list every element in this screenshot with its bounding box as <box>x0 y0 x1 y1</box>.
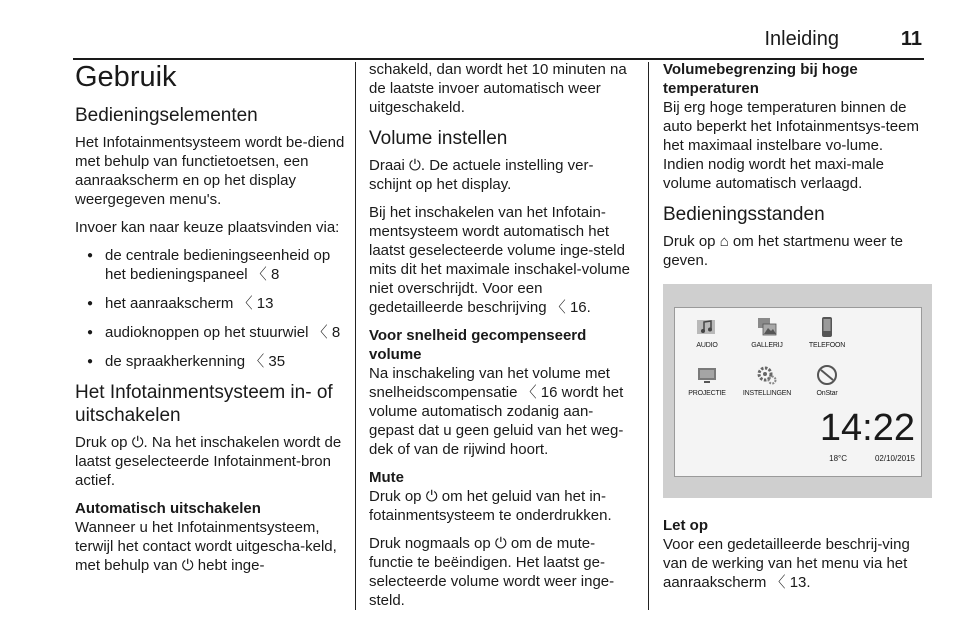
music-note-icon <box>696 316 718 338</box>
temperature-readout: 18°C <box>829 454 847 463</box>
page-header <box>0 22 922 58</box>
paragraph: Na inschakeling van het volume met snelheidscompensatie 〈 16 wordt het volume automatisch zodanig aan-gepast dat u geen geluid van het weg-dek of van de rijwind hoort. <box>369 365 624 458</box>
note-title: Let op <box>663 517 708 534</box>
home-screen-figure <box>663 284 932 498</box>
bullet-list <box>75 246 345 371</box>
gear-icon <box>756 364 778 386</box>
app-settings[interactable] <box>737 364 797 397</box>
list-item: ● audioknoppen op het stuurwiel 〈 8 <box>75 323 345 342</box>
app-label: TELEFOON <box>808 342 846 349</box>
app-label: PROJECTIE <box>688 390 726 397</box>
app-label: INSTELLINGEN <box>742 390 792 397</box>
chapter-title: Gebruik <box>75 61 177 93</box>
app-projection[interactable] <box>677 364 737 397</box>
gallery-icon <box>756 316 778 338</box>
subheading: Mute <box>369 469 404 486</box>
note-box <box>663 516 928 592</box>
paragraph: Bij het inschakelen van het Infotain-mentsysteem wordt automatisch het laatst geselecteerde volume inge-steld mits dit het maximale inschakel-volume niet overschrijdt. Voor een gedetailleerde beschrijving 〈 16. <box>369 204 630 316</box>
subheading: Voor snelheid gecompenseerd volume <box>369 327 587 363</box>
paragraph: Druk op ⌂ om het startmenu weer te geven. <box>663 233 903 269</box>
app-onstar[interactable] <box>797 364 857 397</box>
section-heading: Het Infotainmentsysteem in- of uitschakelen <box>75 382 333 426</box>
list-item: ● de centrale bedieningseenheid op het bedieningspaneel 〈 8 <box>75 246 345 284</box>
list-item: ● de spraakherkenning 〈 35 <box>75 352 345 371</box>
projection-icon <box>696 364 718 386</box>
app-gallery[interactable] <box>737 316 797 349</box>
date-readout: 02/10/2015 <box>874 454 915 463</box>
paragraph: Wanneer u het Infotainmentsysteem, terwijl het contact wordt uitgescha-keld, met behulp van ⏻ hebt inge- <box>75 519 337 574</box>
column-divider <box>355 62 356 610</box>
page-number: 11 <box>900 28 922 50</box>
paragraph: Het Infotainmentsysteem wordt be-diend met behulp van functietoetsen, een aanraakscherm en op het display weergegeven menu's. <box>75 134 345 208</box>
column-middle <box>369 60 634 619</box>
paragraph: Bij erg hoge temperaturen binnen de auto beperkt het Infotainmentsys-teem het maximaal instelbare vo-lume. Indien nodig wordt het maxi-male volume automatisch verlaagd. <box>663 99 919 192</box>
app-label: AUDIO <box>696 342 718 349</box>
infotainment-screen <box>674 307 922 477</box>
clock-time: 14:22 <box>819 407 915 449</box>
paragraph: Invoer kan naar keuze plaatsvinden via: <box>75 219 340 236</box>
section-heading: Bedieningselementen <box>75 105 258 126</box>
app-label: OnStar <box>816 390 838 397</box>
subheading: Volumebegrenzing bij hoge temperaturen <box>663 61 858 97</box>
section-heading: Bedieningsstanden <box>663 204 825 225</box>
paragraph: schakeld, dan wordt het 10 minuten na de laatste invoer automatisch weer uitgeschakeld. <box>369 61 627 116</box>
paragraph: Druk op ⏻ om het geluid van het in-fotainmentsysteem te onderdrukken. <box>369 488 612 524</box>
header-title: Inleiding <box>764 28 839 50</box>
list-item: ● het aanraakscherm 〈 13 <box>75 294 345 313</box>
section-heading: Volume instellen <box>369 128 508 149</box>
paragraph: Draai ⏻. De actuele instelling ver-schijnt op het display. <box>369 157 594 193</box>
note-text: Voor een gedetailleerde beschrij-ving van de werking van het menu via het aanraakscherm 〈 13. <box>663 536 910 591</box>
column-divider <box>648 62 649 610</box>
column-right <box>663 60 928 592</box>
column-left <box>75 60 345 584</box>
subheading: Automatisch uitschakelen <box>75 500 261 517</box>
paragraph: Druk op ⏻. Na het inschakelen wordt de laatst geselecteerde Infotainment-bron actief. <box>75 434 342 489</box>
phone-icon <box>816 316 838 338</box>
paragraph: Druk nogmaals op ⏻ om de mute-functie te beëindigen. Het laatst ge-selecteerde volume wordt weer inge-steld. <box>369 535 615 609</box>
app-label: GALLERIJ <box>751 342 783 349</box>
app-phone[interactable] <box>797 316 857 349</box>
onstar-icon <box>816 364 838 386</box>
app-audio[interactable] <box>677 316 737 349</box>
